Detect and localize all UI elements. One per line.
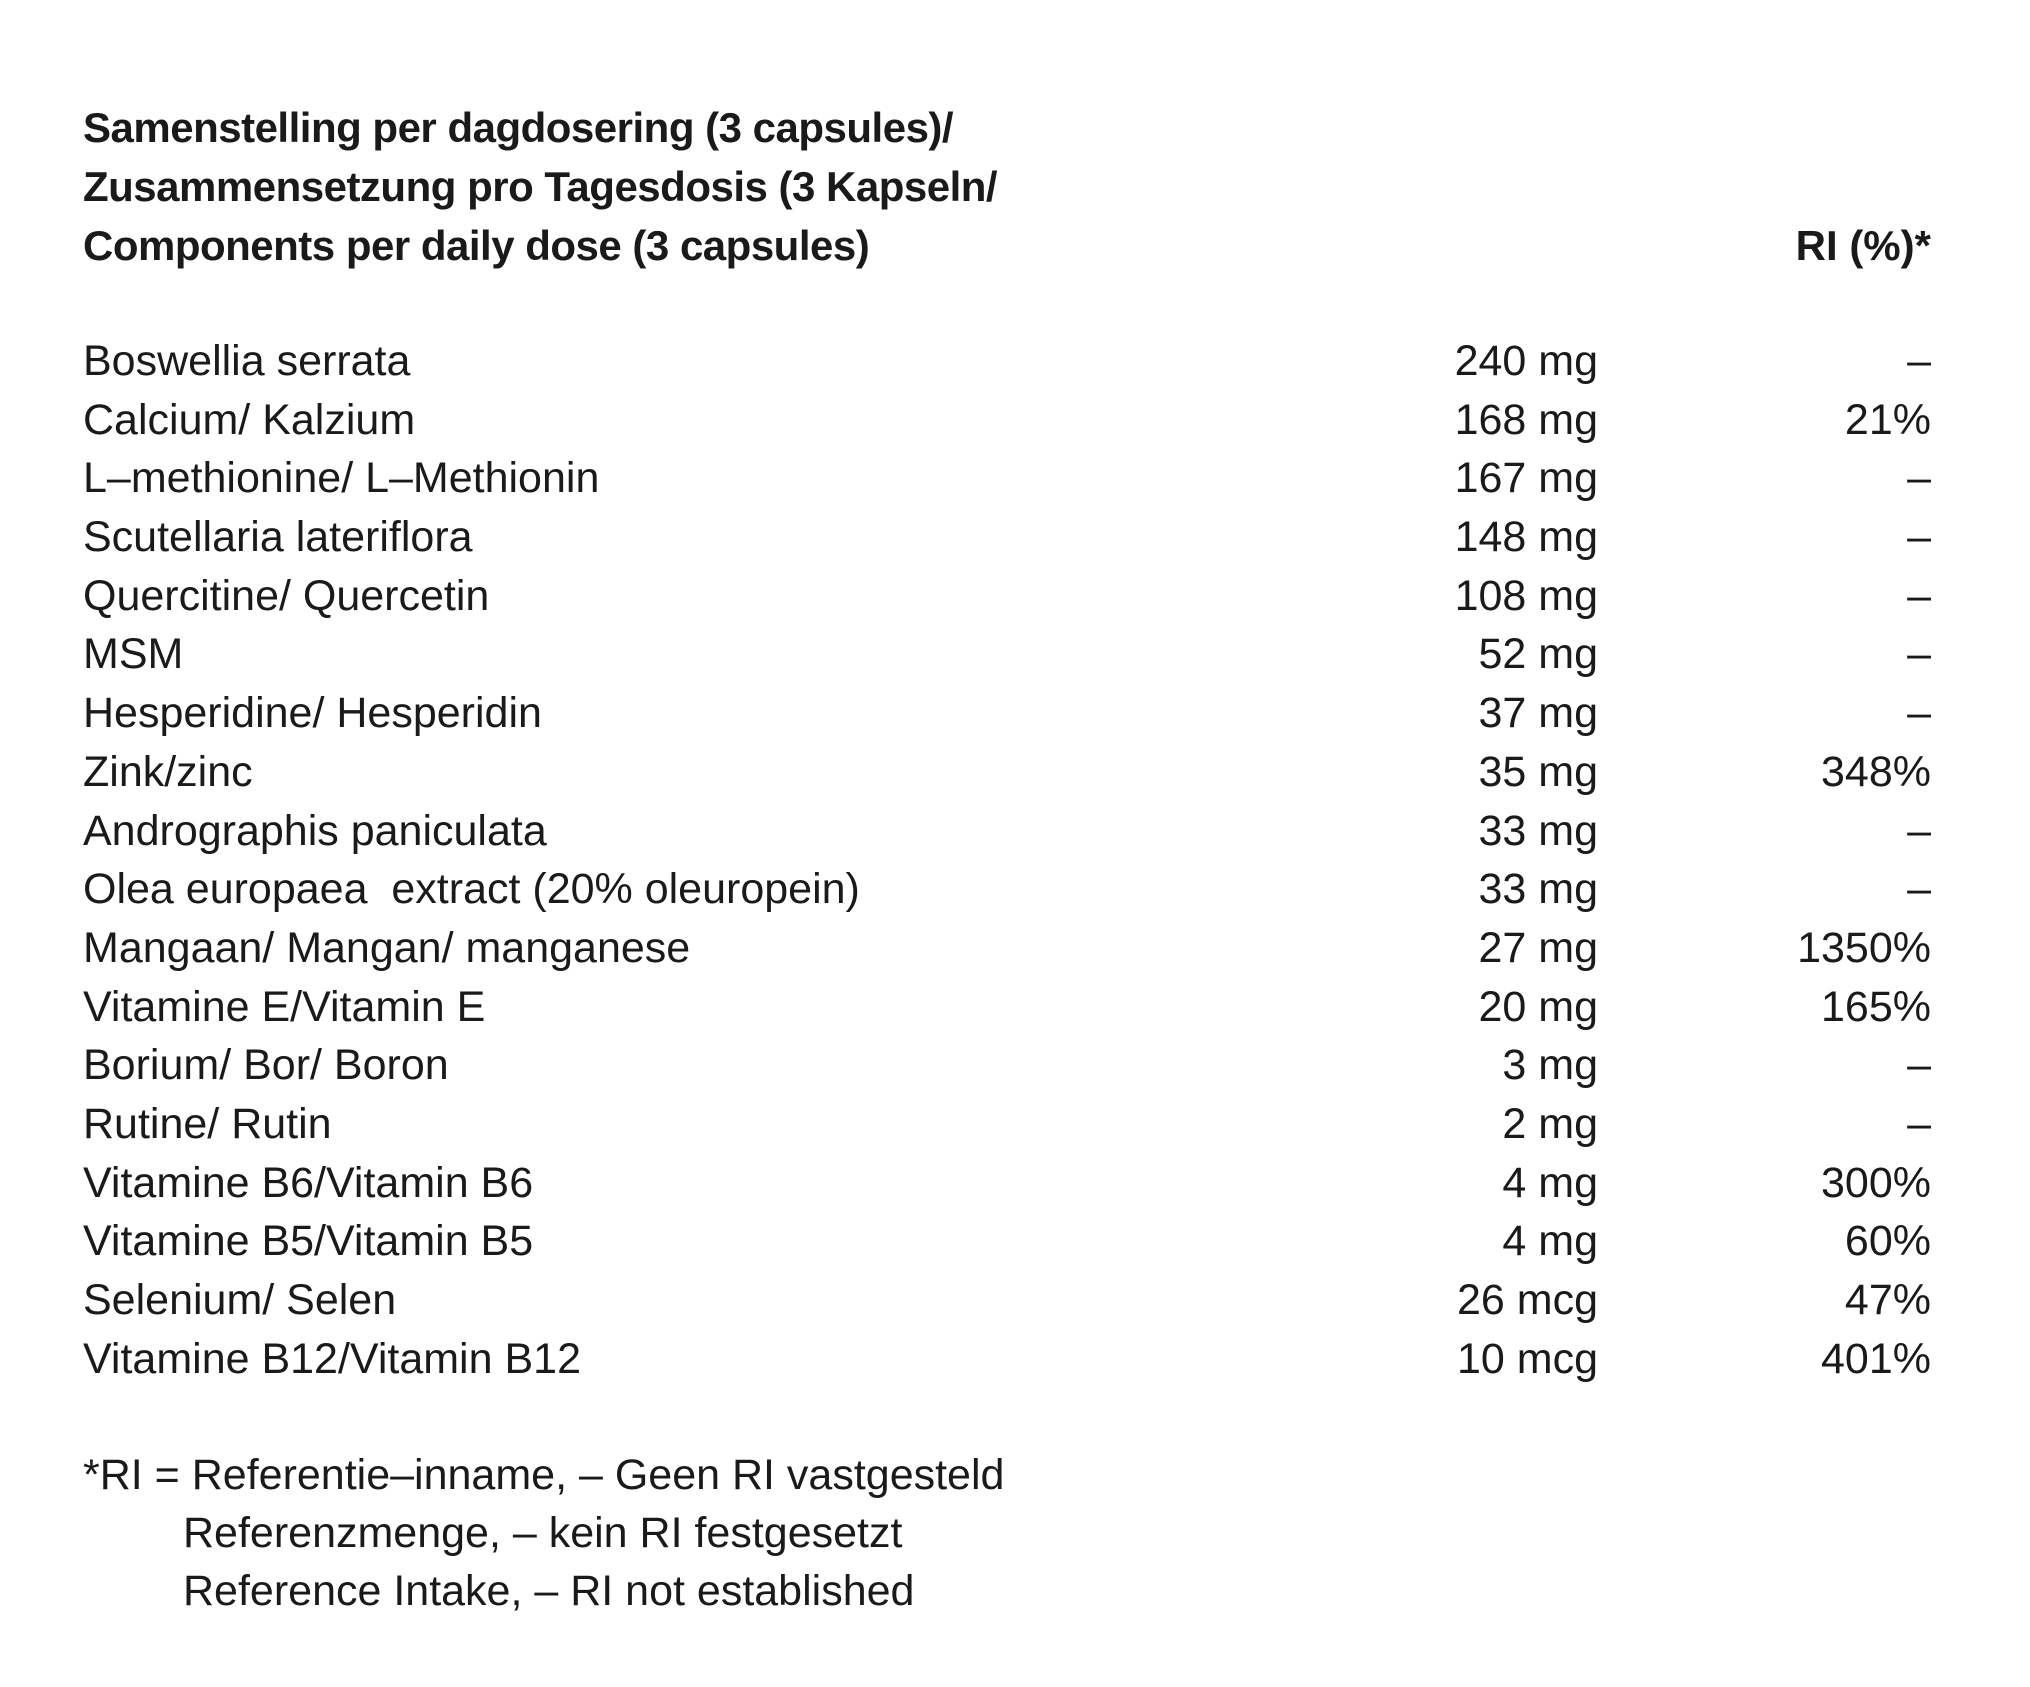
ingredient-ri: 47% xyxy=(1844,1276,1931,1324)
table-row xyxy=(83,1330,1931,1389)
composition-header xyxy=(83,98,1943,275)
ingredient-amount: 37 mg xyxy=(1478,689,1598,738)
table-row xyxy=(83,1036,1931,1095)
ingredient-amount: 35 mg xyxy=(1478,747,1598,796)
ingredient-ri: – xyxy=(1907,630,1931,679)
ingredient-amount: 27 mg xyxy=(1478,923,1598,972)
table-row xyxy=(83,1095,1931,1154)
ingredient-amount: 20 mg xyxy=(1478,982,1598,1031)
ingredient-name: Selenium/ Selen xyxy=(83,1276,397,1324)
footnote-line-english: Reference Intake, – RI not established xyxy=(183,1567,915,1615)
footnote-line-german: Referenzmenge, – kein RI festgesetzt xyxy=(183,1509,903,1557)
ingredient-name: MSM xyxy=(83,630,184,679)
ingredient-amount: 168 mg xyxy=(1454,395,1598,444)
table-row xyxy=(83,449,1931,508)
ingredient-amount: 240 mg xyxy=(1454,337,1598,385)
ri-footnote xyxy=(83,1446,1004,1620)
ingredient-ri: 60% xyxy=(1844,1217,1931,1266)
table-row xyxy=(83,860,1931,919)
table-row xyxy=(83,567,1931,626)
ingredient-ri: – xyxy=(1907,571,1931,620)
footnote-line-dutch: *RI = Referentie–inname, – Geen RI vastgesteld xyxy=(83,1451,1005,1499)
table-row xyxy=(83,1212,1931,1271)
ingredient-ri: – xyxy=(1907,513,1931,562)
ingredient-amount: 33 mg xyxy=(1478,806,1598,855)
ingredient-amount: 52 mg xyxy=(1478,630,1598,679)
ingredient-ri: – xyxy=(1907,806,1931,855)
table-row xyxy=(83,1154,1931,1213)
ingredient-ri: – xyxy=(1907,865,1931,914)
ingredient-name: Quercitine/ Quercetin xyxy=(83,571,490,620)
ingredient-name: Boswellia serrata xyxy=(83,337,411,385)
table-row xyxy=(83,919,1931,978)
ingredient-ri: 300% xyxy=(1821,1158,1931,1207)
ingredient-ri: 165% xyxy=(1821,982,1931,1031)
ingredient-ri: – xyxy=(1907,337,1931,385)
ingredient-name: Vitamine E/Vitamin E xyxy=(83,982,486,1031)
ingredient-amount: 4 mg xyxy=(1502,1158,1598,1207)
ingredient-table xyxy=(83,332,1931,1388)
table-row xyxy=(83,625,1931,684)
ingredient-name: Scutellaria lateriflora xyxy=(83,513,473,562)
ingredient-name: Mangaan/ Mangan/ manganese xyxy=(83,923,691,972)
ingredient-ri: – xyxy=(1907,689,1931,738)
ingredient-name: Vitamine B12/Vitamin B12 xyxy=(83,1334,581,1383)
ingredient-name: Zink/zinc xyxy=(83,747,253,796)
ri-column-header: RI (%)* xyxy=(1795,222,1931,269)
ingredient-amount: 33 mg xyxy=(1478,865,1598,914)
ingredient-name: Vitamine B5/Vitamin B5 xyxy=(83,1217,534,1266)
ingredient-ri: – xyxy=(1907,454,1931,503)
ingredient-name: Rutine/ Rutin xyxy=(83,1099,332,1148)
ingredient-name: Andrographis paniculata xyxy=(83,806,547,855)
table-row xyxy=(83,743,1931,802)
ingredient-name: Hesperidine/ Hesperidin xyxy=(83,689,542,738)
ingredient-ri: 1350% xyxy=(1797,923,1931,972)
table-row xyxy=(83,391,1931,450)
ingredient-ri: 348% xyxy=(1821,747,1931,796)
ingredient-amount: 3 mg xyxy=(1502,1041,1598,1090)
ingredient-amount: 148 mg xyxy=(1454,513,1598,562)
table-row xyxy=(83,684,1931,743)
ingredient-name: Vitamine B6/Vitamin B6 xyxy=(83,1158,534,1207)
header-line-german: Zusammensetzung pro Tagesdosis (3 Kapseln/ xyxy=(83,163,998,210)
ingredient-amount: 26 mcg xyxy=(1456,1276,1598,1324)
ingredient-amount: 108 mg xyxy=(1454,571,1598,620)
table-row xyxy=(83,508,1931,567)
ingredient-name: Borium/ Bor/ Boron xyxy=(83,1041,449,1090)
table-row xyxy=(83,332,1931,391)
ingredient-name: Olea europaea extract (20% oleuropein) xyxy=(83,865,860,914)
ingredient-ri: 21% xyxy=(1844,395,1931,444)
header-line-english: Components per daily dose (3 capsules) xyxy=(83,222,870,269)
header-line-dutch: Samenstelling per dagdosering (3 capsules)/ xyxy=(83,104,954,151)
table-row xyxy=(83,802,1931,861)
ingredient-amount: 167 mg xyxy=(1454,454,1598,503)
table-row xyxy=(83,1271,1931,1330)
ingredient-ri: – xyxy=(1907,1041,1931,1090)
ingredient-amount: 2 mg xyxy=(1502,1099,1598,1148)
table-row xyxy=(83,978,1931,1037)
ingredient-name: L–methionine/ L–Methionin xyxy=(83,454,600,503)
ingredient-ri: 401% xyxy=(1821,1334,1931,1383)
ingredient-name: Calcium/ Kalzium xyxy=(83,395,416,444)
ingredient-ri: – xyxy=(1907,1099,1931,1148)
ingredient-amount: 10 mcg xyxy=(1456,1334,1598,1383)
ingredient-amount: 4 mg xyxy=(1502,1217,1598,1266)
